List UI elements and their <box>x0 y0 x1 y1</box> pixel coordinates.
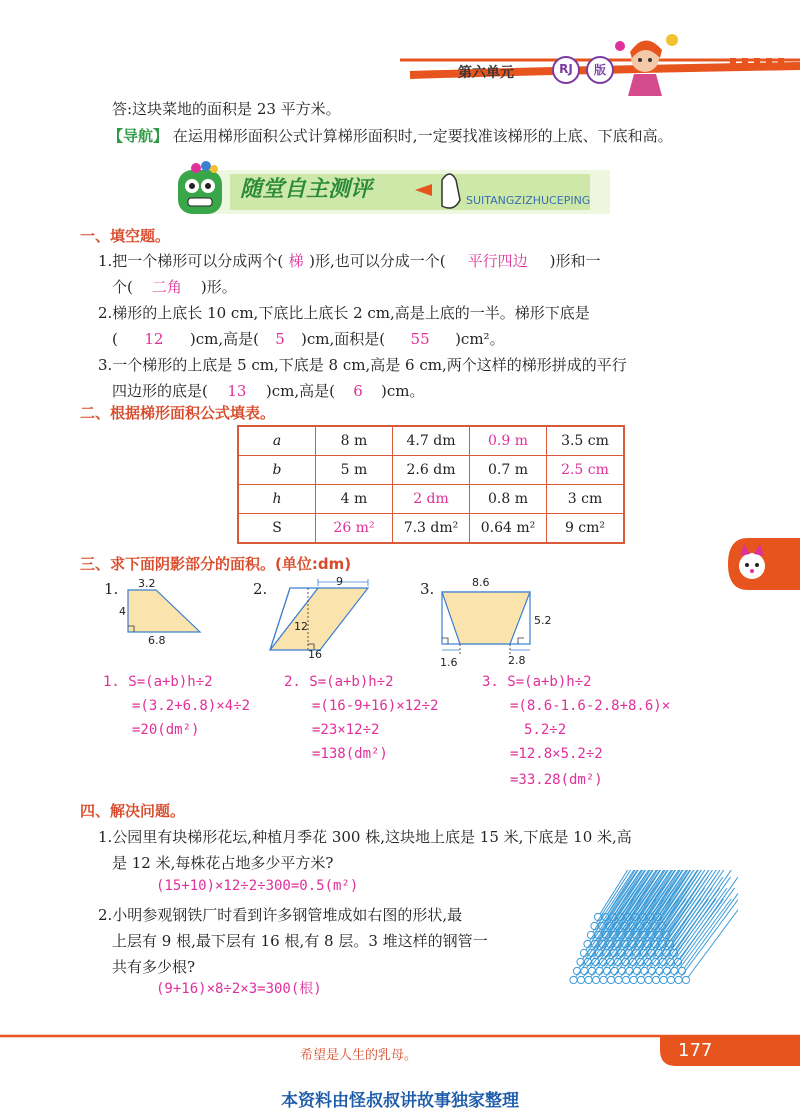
trapezoid-table <box>237 425 625 544</box>
q1-text-d: 个( <box>112 278 133 296</box>
fig1-label: 1. <box>104 580 119 598</box>
nav-note <box>108 125 673 146</box>
pipe-end <box>585 976 592 983</box>
pipe-end <box>675 976 682 983</box>
q2-line1: 2.梯形的上底长 10 cm,下底比上底长 2 cm,高是上底的一半。梯形下底是 <box>98 304 590 322</box>
solution1-line1: 1. S=(a+b)h÷2 <box>103 674 213 690</box>
fig3-left: 1.6 <box>440 656 458 669</box>
q1-text-a: 1.把一个梯形可以分成两个( <box>98 252 284 270</box>
section4-heading: 四、解决问题。 <box>80 802 186 820</box>
p2-line3: 共有多少根? <box>112 958 196 976</box>
table-cell: b <box>238 456 316 485</box>
q3-text-c: )cm,高是( <box>265 382 335 400</box>
table-cell: 2 dm <box>393 485 470 514</box>
section1-heading: 一、填空题。 <box>80 227 171 245</box>
fig2-label: 2. <box>253 580 268 598</box>
q3-answer-1: 13 <box>227 382 247 400</box>
table-row <box>238 485 624 514</box>
solution2-line4: =138(dm²) <box>312 746 388 762</box>
pipe-end <box>592 976 599 983</box>
fig1-bottom: 6.8 <box>148 634 166 647</box>
solution3-line5: =33.28(dm²) <box>510 772 603 788</box>
p1-line2: 是 12 米,每株花占地多少平方米? <box>112 854 334 872</box>
fig3-height: 5.2 <box>534 614 552 627</box>
p2-line1: 2.小明参观钢铁厂时看到许多钢管堆成如右图的形状,最 <box>98 906 463 924</box>
fig2-bottom: 16 <box>308 648 322 661</box>
q2-answer-2: 5 <box>275 330 285 348</box>
table-cell: S <box>238 514 316 544</box>
p1-answer: (15+10)×12÷2÷300=0.5(m²) <box>156 878 359 894</box>
table-cell: 5 m <box>316 456 393 485</box>
banner-title: 随堂自主测评 <box>240 177 373 202</box>
pipe-end <box>637 976 644 983</box>
nav-tag: 【导航】 <box>108 127 169 145</box>
pipe-end <box>577 976 584 983</box>
solution3-line3: 5.2÷2 <box>524 722 567 738</box>
monster-mascot-icon <box>178 161 222 214</box>
table-cell: 3 cm <box>547 485 625 514</box>
footer-motto: 希望是人生的乳母。 <box>300 1048 418 1063</box>
pipe-end <box>660 976 667 983</box>
q1-answer-1: 梯 <box>288 252 304 270</box>
solution2-line2: =(16-9+16)×12÷2 <box>312 698 439 714</box>
rj-badge: RJ <box>559 62 573 76</box>
table-cell: 3.5 cm <box>547 426 625 456</box>
q2-text-d: )cm,面积是( <box>300 330 386 348</box>
q3-text-b: 四边形的底是( <box>112 382 208 400</box>
q1-text-e: )形。 <box>200 278 237 296</box>
table-cell: 4 m <box>316 485 393 514</box>
credit-line: 本资料由怪叔叔讲故事独家整理 <box>281 1091 519 1111</box>
table-cell: a <box>238 426 316 456</box>
q3-text-d: )cm。 <box>380 382 425 400</box>
pipe-end <box>622 976 629 983</box>
table-cell: 0.8 m <box>470 485 547 514</box>
section2-heading: 二、根据梯形面积公式填表。 <box>80 404 276 422</box>
pipe-end <box>645 976 652 983</box>
fig3-top: 8.6 <box>472 576 490 589</box>
fig3-right: 2.8 <box>508 654 526 667</box>
side-tab <box>728 538 800 590</box>
q2-text-c: )cm,高是( <box>189 330 259 348</box>
pipe-end <box>630 976 637 983</box>
pipe-end <box>682 976 689 983</box>
p1-line1: 1.公园里有块梯形花坛,种植月季花 300 株,这块地上底是 15 米,下底是 10 米,高 <box>98 828 632 846</box>
previous-answer: 答:这块菜地的面积是 23 平方米。 <box>112 100 341 118</box>
q2-answer-1: 12 <box>144 330 164 348</box>
pipe-end <box>667 976 674 983</box>
table-cell: 7.3 dm² <box>393 514 470 544</box>
pipe-end <box>652 976 659 983</box>
q1-answer-2: 平行四边 <box>467 252 528 270</box>
solution1-line2: =(3.2+6.8)×4÷2 <box>132 698 251 714</box>
steel-pipe-stack <box>568 870 738 995</box>
q3-answer-2: 6 <box>353 382 363 400</box>
fig1-height: 4 <box>119 605 126 618</box>
header-decoration <box>0 0 800 110</box>
nav-text: 在运用梯形面积公式计算梯形面积时,一定要找准该梯形的上底、下底和高。 <box>172 127 673 145</box>
table-row <box>238 456 624 485</box>
pipe-end <box>573 967 580 974</box>
table-cell: 2.5 cm <box>547 456 625 485</box>
q2-text-e: )cm²。 <box>455 330 505 348</box>
p2-line2: 上层有 9 根,最下层有 16 根,有 8 层。3 堆这样的钢管一 <box>112 932 488 950</box>
pipe-end <box>570 976 577 983</box>
q3-line1: 3.一个梯形的上底是 5 cm,下底是 8 cm,高是 6 cm,两个这样的梯形拼成的平行 <box>98 356 627 374</box>
solution3-line2: =(8.6-1.6-2.8+8.6)× <box>510 698 671 714</box>
q3-line2 <box>112 380 424 401</box>
solution2-line1: 2. S=(a+b)h÷2 <box>284 674 394 690</box>
table-cell: 26 m² <box>316 514 393 544</box>
solution1-line3: =20(dm²) <box>132 722 200 738</box>
table-cell: 0.9 m <box>470 426 547 456</box>
figure-1-trapezoid <box>118 588 208 638</box>
banner <box>170 160 610 220</box>
q1-line2 <box>112 276 237 297</box>
section3-heading: 三、求下面阴影部分的面积。(单位:dm) <box>80 555 352 573</box>
banner-pinyin: SUITANGZIZHUCEPING <box>466 194 591 207</box>
q2-text-b: ( <box>112 330 118 348</box>
q2-line2 <box>112 328 505 349</box>
table-cell: 9 cm² <box>547 514 625 544</box>
unit-title: 第六单元 <box>458 65 514 81</box>
solution3-line1: 3. S=(a+b)h÷2 <box>482 674 592 690</box>
solution3-line4: =12.8×5.2÷2 <box>510 746 603 762</box>
q1-text-b: )形,也可以分成一个( <box>309 252 446 270</box>
pipe-end <box>607 976 614 983</box>
figure-2-parallelogram <box>268 578 378 660</box>
table-cell: 0.7 m <box>470 456 547 485</box>
ban-badge: 版 <box>593 63 606 77</box>
table-cell: h <box>238 485 316 514</box>
solution2-line3: =23×12÷2 <box>312 722 380 738</box>
table-cell: 4.7 dm <box>393 426 470 456</box>
page-number: 177 <box>678 1040 713 1061</box>
fig3-label: 3. <box>420 580 435 598</box>
table-row <box>238 426 624 456</box>
table-cell: 8 m <box>316 426 393 456</box>
pipe-end <box>600 976 607 983</box>
table-cell: 2.6 dm <box>393 456 470 485</box>
q1-answer-3: 二角 <box>151 278 182 296</box>
fig2-top: 9 <box>336 575 343 588</box>
q1-line1 <box>98 250 601 271</box>
pipe-end <box>615 976 622 983</box>
q2-answer-3: 55 <box>410 330 430 348</box>
fig1-top: 3.2 <box>138 577 156 590</box>
table-row <box>238 514 624 544</box>
fig2-height: 12 <box>294 620 308 633</box>
q1-text-c: )形和一 <box>549 252 601 270</box>
p2-answer: (9+16)×8÷2×3=300(根) <box>156 981 322 997</box>
table-cell: 0.64 m² <box>470 514 547 544</box>
